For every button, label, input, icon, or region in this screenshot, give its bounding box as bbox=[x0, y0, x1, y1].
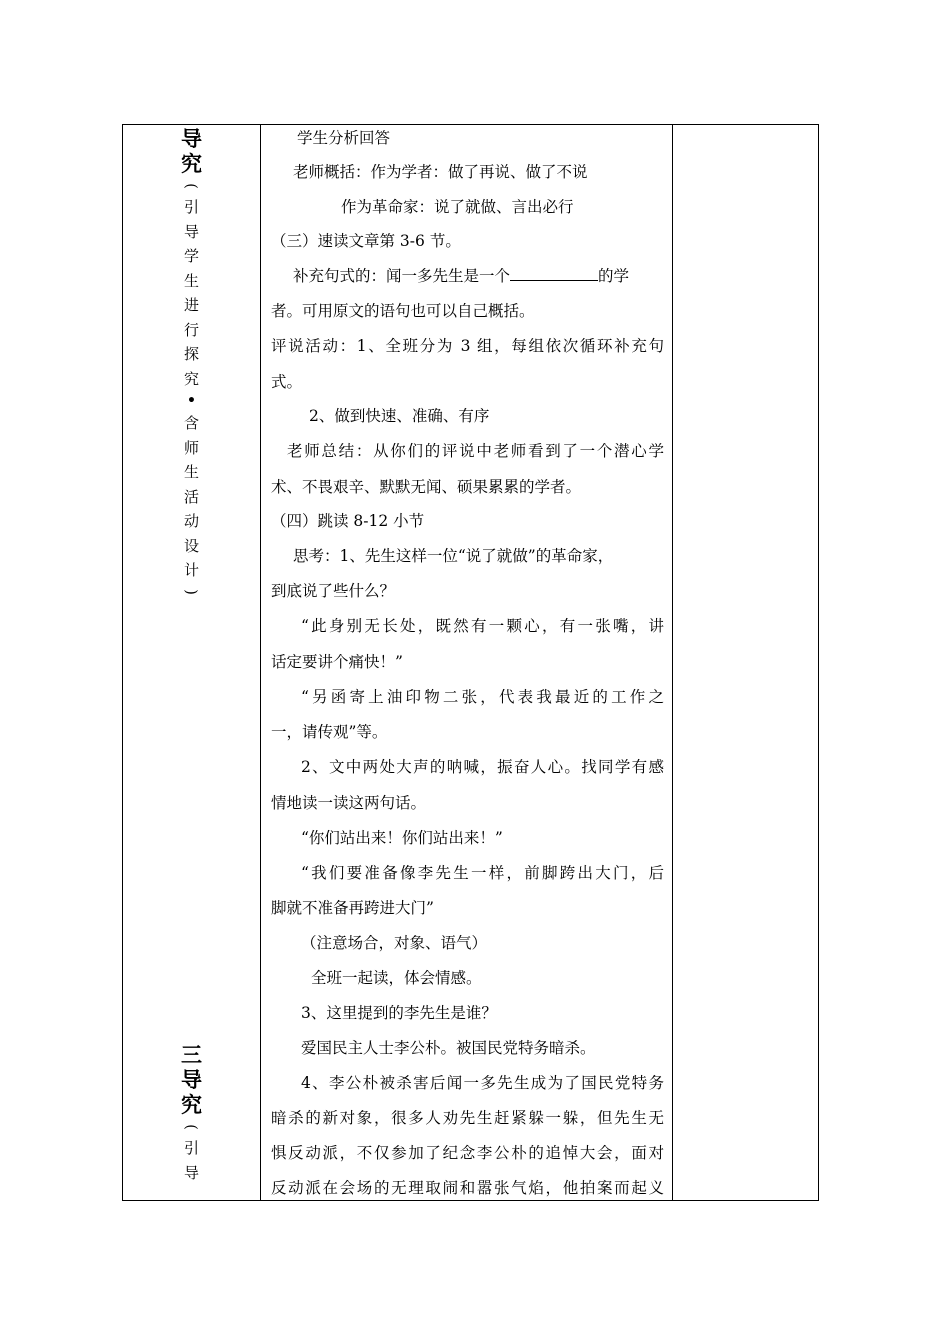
label-char: 含 bbox=[183, 414, 199, 432]
lesson-plan-table bbox=[122, 124, 819, 1201]
label-char: 导 bbox=[183, 222, 199, 241]
text-line: 2、做到快速、准确、有序 bbox=[309, 407, 490, 425]
text-line: 3、这里提到的李先生是谁？ bbox=[301, 1004, 497, 1022]
label-char: 计 bbox=[183, 561, 199, 579]
text-line: 暗杀的新对象，很多人劝先生赶紧躲一躲，但先生无 bbox=[271, 1109, 664, 1127]
text-line: 思考：1、先生这样一位“说了就做”的革命家， bbox=[293, 547, 614, 565]
label-char: 生 bbox=[183, 271, 199, 290]
section-heading: （三）速读文章第 3-6 节。 bbox=[271, 232, 461, 250]
text-line: 老师总结：从你们的评说中老师看到了一个潜心学 bbox=[287, 442, 664, 460]
label-char: 设 bbox=[183, 536, 199, 555]
text-segment: 补充句式的：闻一多先生是一个 bbox=[293, 267, 511, 285]
text-line: 情地读一读这两句话。 bbox=[271, 794, 427, 812]
text-line: 术、不畏艰辛、默默无闻、硕果累累的学者。 bbox=[271, 478, 582, 496]
section-label-column bbox=[123, 125, 260, 1200]
text-line: 作为革命家：说了就做、言出必行 bbox=[341, 198, 574, 216]
quote-line: 脚就不准备再跨进大门” bbox=[271, 899, 434, 917]
text-line: 全班一起读，体会情感。 bbox=[311, 969, 482, 987]
label-char: 动 bbox=[183, 512, 199, 530]
label-char: 行 bbox=[183, 320, 199, 339]
label-char: 导 bbox=[181, 1068, 202, 1092]
text-line: 2、文中两处大声的呐喊，振奋人心。找同学有感 bbox=[301, 758, 664, 776]
label-char: 引 bbox=[183, 198, 199, 216]
close-paren: ) bbox=[182, 588, 201, 595]
notes-column bbox=[673, 125, 818, 1200]
label-char: 引 bbox=[183, 1139, 199, 1157]
text-segment: 的学 bbox=[598, 267, 630, 285]
text-line: 反动派在会场的无理取闹和嚣张气焰，他拍案而起义 bbox=[271, 1179, 664, 1197]
text-line: 老师概括：作为学者：做了再说、做了不说 bbox=[293, 163, 588, 181]
quote-line: 话定要讲个痛快！” bbox=[271, 653, 403, 671]
text-line: 4、李公朴被杀害后闻一多先生成为了国民党特务 bbox=[301, 1074, 664, 1092]
open-paren: ( bbox=[182, 1124, 201, 1130]
label-char: 生 bbox=[183, 463, 199, 481]
label-char: 探 bbox=[183, 345, 199, 363]
label-char: 究 bbox=[183, 369, 199, 388]
label-char: 师 bbox=[183, 438, 199, 457]
fill-in-blank bbox=[510, 265, 598, 281]
text-line: （注意场合，对象、语气） bbox=[301, 934, 488, 952]
text-line: 者。可用原文的语句也可以自己概括。 bbox=[271, 302, 535, 320]
section-heading: （四）跳读 8-12 小节 bbox=[271, 512, 425, 530]
section-label-guided-inquiry bbox=[123, 127, 260, 601]
label-char: 三 bbox=[181, 1043, 202, 1067]
text-line: 爱国民主人士李公朴。被国民党特务暗杀。 bbox=[301, 1039, 596, 1057]
column-divider bbox=[260, 125, 261, 1200]
bullet-dot: • bbox=[187, 393, 196, 409]
label-char: 究 bbox=[181, 152, 202, 176]
text-line: 学生分析回答 bbox=[297, 129, 391, 147]
text-line: 惧反动派，不仅参加了纪念李公朴的追悼大会，面对 bbox=[271, 1144, 664, 1162]
text-line: 式。 bbox=[271, 373, 303, 391]
section-label-three-guided-inquiry bbox=[123, 1043, 260, 1185]
label-char: 学 bbox=[183, 247, 199, 265]
text-line: 到底说了些什么？ bbox=[271, 582, 396, 600]
label-char: 导 bbox=[181, 127, 202, 151]
quote-line: “我们要准备像李先生一样，前脚跨出大门，后 bbox=[301, 864, 664, 882]
quote-line: “另函寄上油印物二张，代表我最近的工作之 bbox=[301, 688, 664, 706]
label-char: 导 bbox=[183, 1163, 199, 1182]
label-char: 活 bbox=[183, 487, 199, 506]
quote-line: 一，请传观”等。 bbox=[271, 723, 388, 741]
text-line bbox=[293, 265, 629, 286]
text-line: 评说活动：1、全班分为 3 组，每组依次循环补充句 bbox=[271, 337, 664, 355]
quote-line: “此身别无长处，既然有一颗心，有一张嘴，讲 bbox=[301, 617, 664, 635]
label-char: 究 bbox=[181, 1093, 202, 1117]
open-paren: ( bbox=[182, 183, 201, 189]
label-char: 进 bbox=[183, 296, 199, 314]
quote-line: “你们站出来！你们站出来！” bbox=[301, 829, 503, 847]
